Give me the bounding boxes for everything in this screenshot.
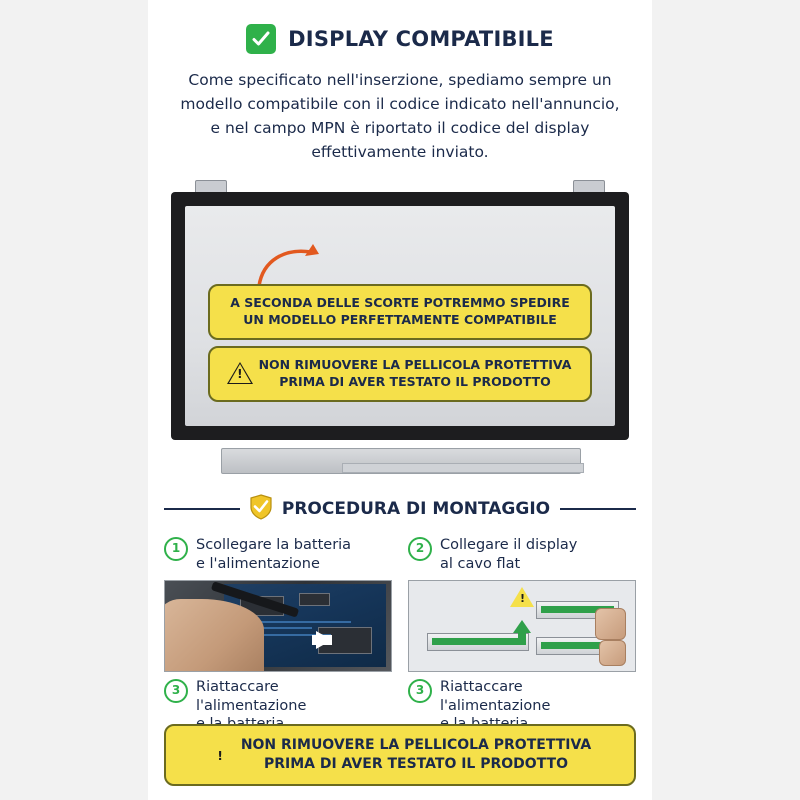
step-2 <box>408 536 636 574</box>
panel-base-strip <box>342 463 584 473</box>
footer-line-1: NON RIMUOVERE LA PELLICOLA PROTETTIVA <box>240 737 592 754</box>
step-2-line-1: Collegare il display <box>440 537 578 554</box>
rule-left <box>164 508 240 510</box>
step-1-line-2: e l'alimentazione <box>196 555 320 572</box>
step-number-badge: 1 <box>164 537 188 561</box>
stock-notice-banner <box>208 284 592 340</box>
footer-warning-text <box>241 736 591 774</box>
motherboard-chip <box>299 593 330 607</box>
header <box>148 0 652 54</box>
finger <box>595 608 626 641</box>
step-2-line-2: al cavo flat <box>440 555 521 572</box>
content-column <box>148 0 652 800</box>
step-2-photo-flat-cable <box>408 580 636 672</box>
film-notice-line-1: NON RIMUOVERE LA PELLICOLA PROTETTIVA <box>258 357 572 373</box>
steps-grid <box>164 536 636 734</box>
hand <box>164 599 264 672</box>
procedure-title: PROCEDURA DI MONTAGGIO <box>281 499 551 520</box>
step-1-line-1: Scollegare la batteria <box>196 537 352 554</box>
footer-line-2: PRIMA DI AVER TESTATO IL PRODOTTO <box>263 756 569 773</box>
step-number-badge: 3 <box>164 679 188 703</box>
warning-triangle-icon <box>510 587 534 607</box>
warning-triangle-icon <box>229 364 251 383</box>
film-notice-text <box>259 357 572 391</box>
step-2-text <box>440 536 577 574</box>
step-number-badge: 2 <box>408 537 432 561</box>
shield-icon <box>250 494 272 524</box>
right-rail <box>652 0 800 800</box>
step-3-left-line-1: Riattaccare l'alimentazione <box>196 678 307 714</box>
step-1-text <box>196 536 351 574</box>
step-1 <box>164 536 392 574</box>
stock-notice-line-2: UN MODELLO PERFETTAMENTE COMPATIBILE <box>243 311 557 327</box>
intro-line-4: effettivamente inviato. <box>311 143 489 162</box>
footer-warning-banner <box>164 724 636 786</box>
film-notice-banner <box>208 346 592 402</box>
procedure-header <box>148 494 652 524</box>
green-arrow-icon <box>513 620 531 633</box>
page-title: DISPLAY COMPATIBILE <box>288 27 554 51</box>
intro-paragraph <box>164 68 636 164</box>
step-1-photo-motherboard <box>164 580 392 672</box>
intro-line-3: e nel campo MPN è riportato il codice del display <box>210 119 590 138</box>
step-3-right-line-1: Riattaccare l'alimentazione <box>440 678 551 714</box>
white-arrow-icon <box>316 631 332 649</box>
panel-base <box>221 448 581 474</box>
intro-line-1: Come specificato nell'inserzione, spediamo sempre un <box>188 71 612 89</box>
intro-line-2: modello compatibile con il codice indicato nell'annuncio, <box>180 95 620 114</box>
film-notice-line-2: PRIMA DI AVER TESTATO IL PRODOTTO <box>279 373 551 389</box>
stock-notice-line-1: A SECONDA DELLE SCORTE POTREMMO SPEDIRE <box>230 295 570 311</box>
left-rail <box>0 0 148 800</box>
flat-cable-connector <box>427 633 528 651</box>
curved-arrow-icon <box>255 242 325 288</box>
rule-right <box>560 508 636 510</box>
warning-triangle-icon <box>209 746 231 765</box>
display-panel-illustration <box>163 180 637 480</box>
finger <box>599 640 626 665</box>
step-number-badge: 3 <box>408 679 432 703</box>
check-box-icon <box>246 24 276 54</box>
